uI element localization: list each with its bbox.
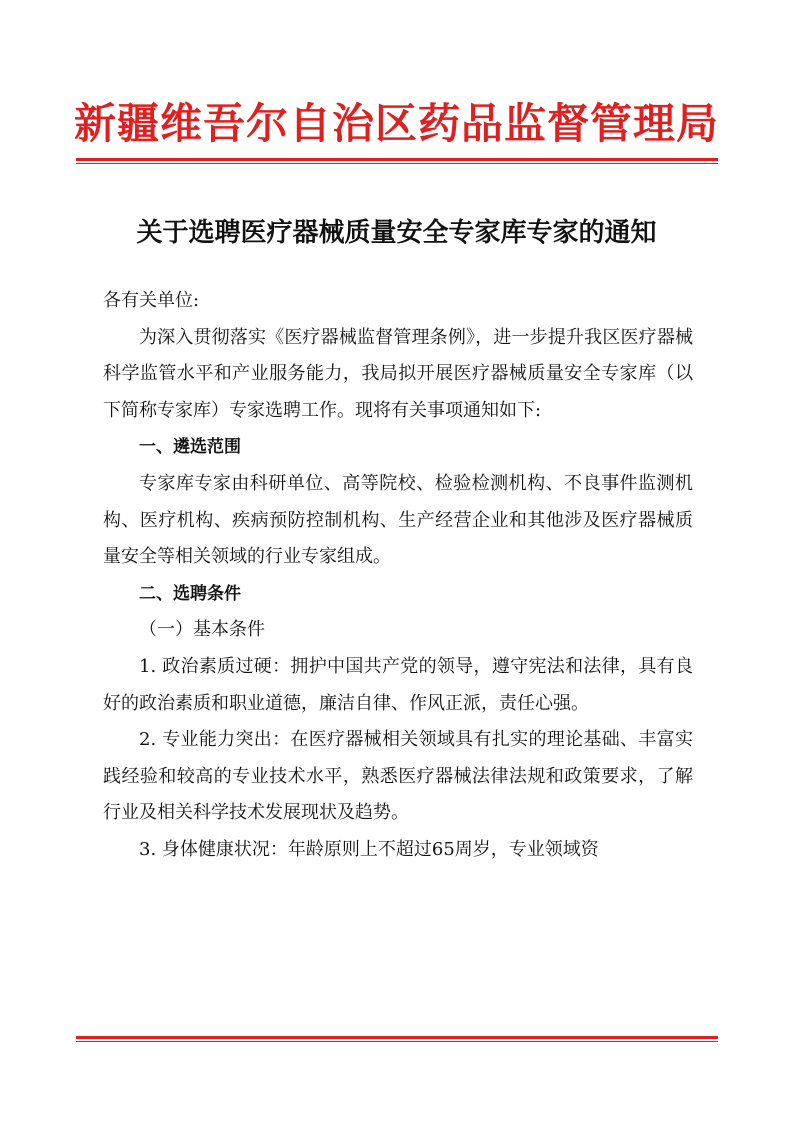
rule-thin-line <box>76 1041 718 1042</box>
salutation: 各有关单位: <box>103 290 200 311</box>
rule-thin-line <box>76 163 718 164</box>
condition-item-1: 1. 政治素质过硬：拥护中国共产党的领导，遵守宪法和法律，具有良好的政治素质和职业道德，廉洁自律、作风正派，责任心强。 <box>103 655 693 714</box>
intro-paragraph: 为深入贯彻落实《医疗器械监督管理条例》，进一步提升我区医疗器械科学监管水平和产业服务能力，我局拟开展医疗器械质量安全专家库（以下简称专家库）专家选聘工作。现将有关事项通知如下: <box>103 326 693 421</box>
scope-paragraph: 专家库专家由科研单位、高等院校、检验检测机构、不良事件监测机构、医疗机构、疾病预防控制机构、生产经营企业和其他涉及医疗器械质量安全等相关领域的行业专家组成。 <box>103 472 693 568</box>
letterhead-red-rule <box>76 158 718 164</box>
section-heading-scope: 一、遴选范围 <box>139 437 241 458</box>
condition-item-2: 2. 专业能力突出：在医疗器械相关领域具有扎实的理论基础、丰富实践经验和较高的专业技术水平，熟悉医疗器械法律法规和政策要求，了解行业及相关科学技术发展现状及趋势。 <box>103 729 693 824</box>
document-title: 关于选聘医疗器械质量安全专家库专家的通知 <box>136 218 657 248</box>
section-heading-conditions: 二、选聘条件 <box>139 583 241 604</box>
letterhead-title: 新疆维吾尔自治区药品监督管理局 <box>73 99 719 148</box>
footer-red-rule <box>76 1036 718 1042</box>
document-body <box>103 283 693 869</box>
condition-item-3: 3. 身体健康状况：年龄原则上不超过65周岁，专业领域资 <box>139 838 599 860</box>
subsection-heading-basic: （一）基本条件 <box>139 619 265 641</box>
